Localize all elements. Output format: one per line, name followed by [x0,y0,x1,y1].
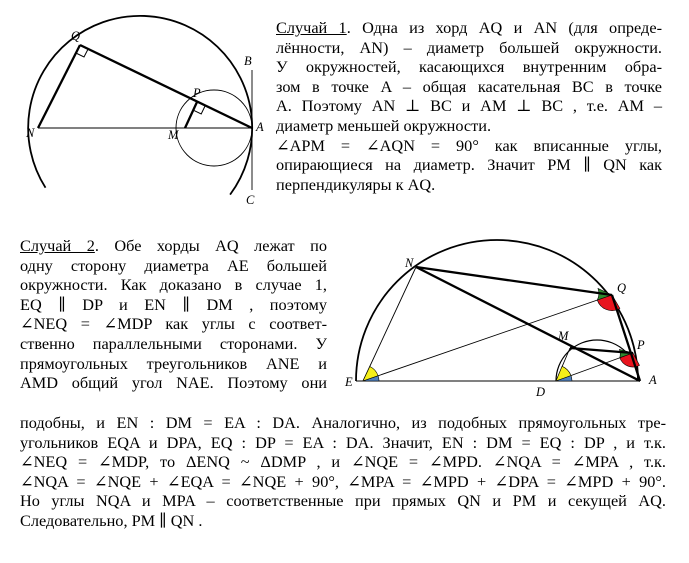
case-2-line: Но углы NQA и MPA – соответственные при прямых QN и PM и секущей AQ. [20,491,666,511]
fig2-label-m: M [558,329,569,343]
case-2-line: AMD общий угол NAE. Поэтому они [20,373,327,393]
case-2-line: ственно параллельными сторонами. У [20,333,327,353]
fig2-label-p: P [637,338,645,352]
fig1-label-a: A [256,120,264,134]
line-eq [363,295,612,381]
case-1-line: диаметр меньшей окружности. [276,115,492,135]
case-2-line: ∠NEQ = ∠MDP, то ΔENQ ~ ΔDMP , и ∠NQE = ∠MPD. ∠NQA = ∠MPA , т.к. [20,452,666,472]
fig1-label-m: M [168,128,179,142]
case-2-line: одну сторону диаметра AE большей [20,255,327,275]
line-en [363,267,416,381]
case-2-line: угольников EQA и DPA, EQ : DP = EA : DA. Значит, EN : DM = EQ : DP , и т.к. [20,432,666,452]
case-2-line: подобны, и EN : DM = EA : DA. Аналогично, из подобных прямоугольных тре- [20,413,666,432]
fig1-label-q: Q [71,29,81,43]
fig1-label-c: C [246,193,255,207]
fig2-label-q: Q [617,281,627,295]
case-1-line: опирающиеся на диаметр. Значит PM ∥ QN как [276,155,662,175]
case-1-line: A. Поэтому AN ⊥ BC и AM ⊥ BC , т.е. AM – [276,96,662,116]
case-2-heading: Случай 2 [20,236,95,255]
case-1-line: перпендикуляры к AQ. [276,174,436,194]
big-semicircle [356,240,638,381]
case-1-line: лённости, AN) – диаметр большей окружности. [276,37,662,57]
fig1-label-n: N [26,126,35,140]
fig2-label-d: D [536,385,546,399]
case-1-line: ∠APM = ∠AQN = 90° как вписанные углы, [276,135,662,155]
case-1-line: У окружностей, касающихся внутренним обра- [276,57,662,77]
case-2-line: Следовательно, PM ∥ QN . [20,510,203,530]
fig2-label-a: A [649,373,657,387]
case-1-line: Случай 1. Одна из хорд AQ и AN (для опреде- [276,18,662,37]
fig1-label-p: P [193,86,201,100]
case-2-line: ∠NEQ = ∠MDP как углы с соответ- [20,314,327,334]
case-2-text-narrow [20,236,327,393]
fig2-label-e: E [345,375,353,389]
case-1-line: зом в точке A – общая касательная BC в точке [276,76,662,96]
case-2-line: окружности. Как доказано в случае 1, [20,275,327,295]
fig1-label-b: B [244,54,252,68]
case-2-line: прямоугольных треугольников ANE и [20,353,327,373]
case-2-line: ∠NQA = ∠NQE + ∠EQA = ∠NQE + 90°, ∠MPA = ∠MPD + ∠DPA = ∠MPD + 90°. [20,471,666,491]
case-2-text-wide [20,413,666,531]
case-1-text [276,18,662,194]
case-1-heading: Случай 1 [276,18,347,37]
case-2-line: EQ ∥ DP и EN ∥ DM , поэтому [20,294,327,314]
fig2-label-n: N [405,256,414,270]
case-2-line: Случай 2. Обе хорды AQ лежат по [20,236,327,255]
